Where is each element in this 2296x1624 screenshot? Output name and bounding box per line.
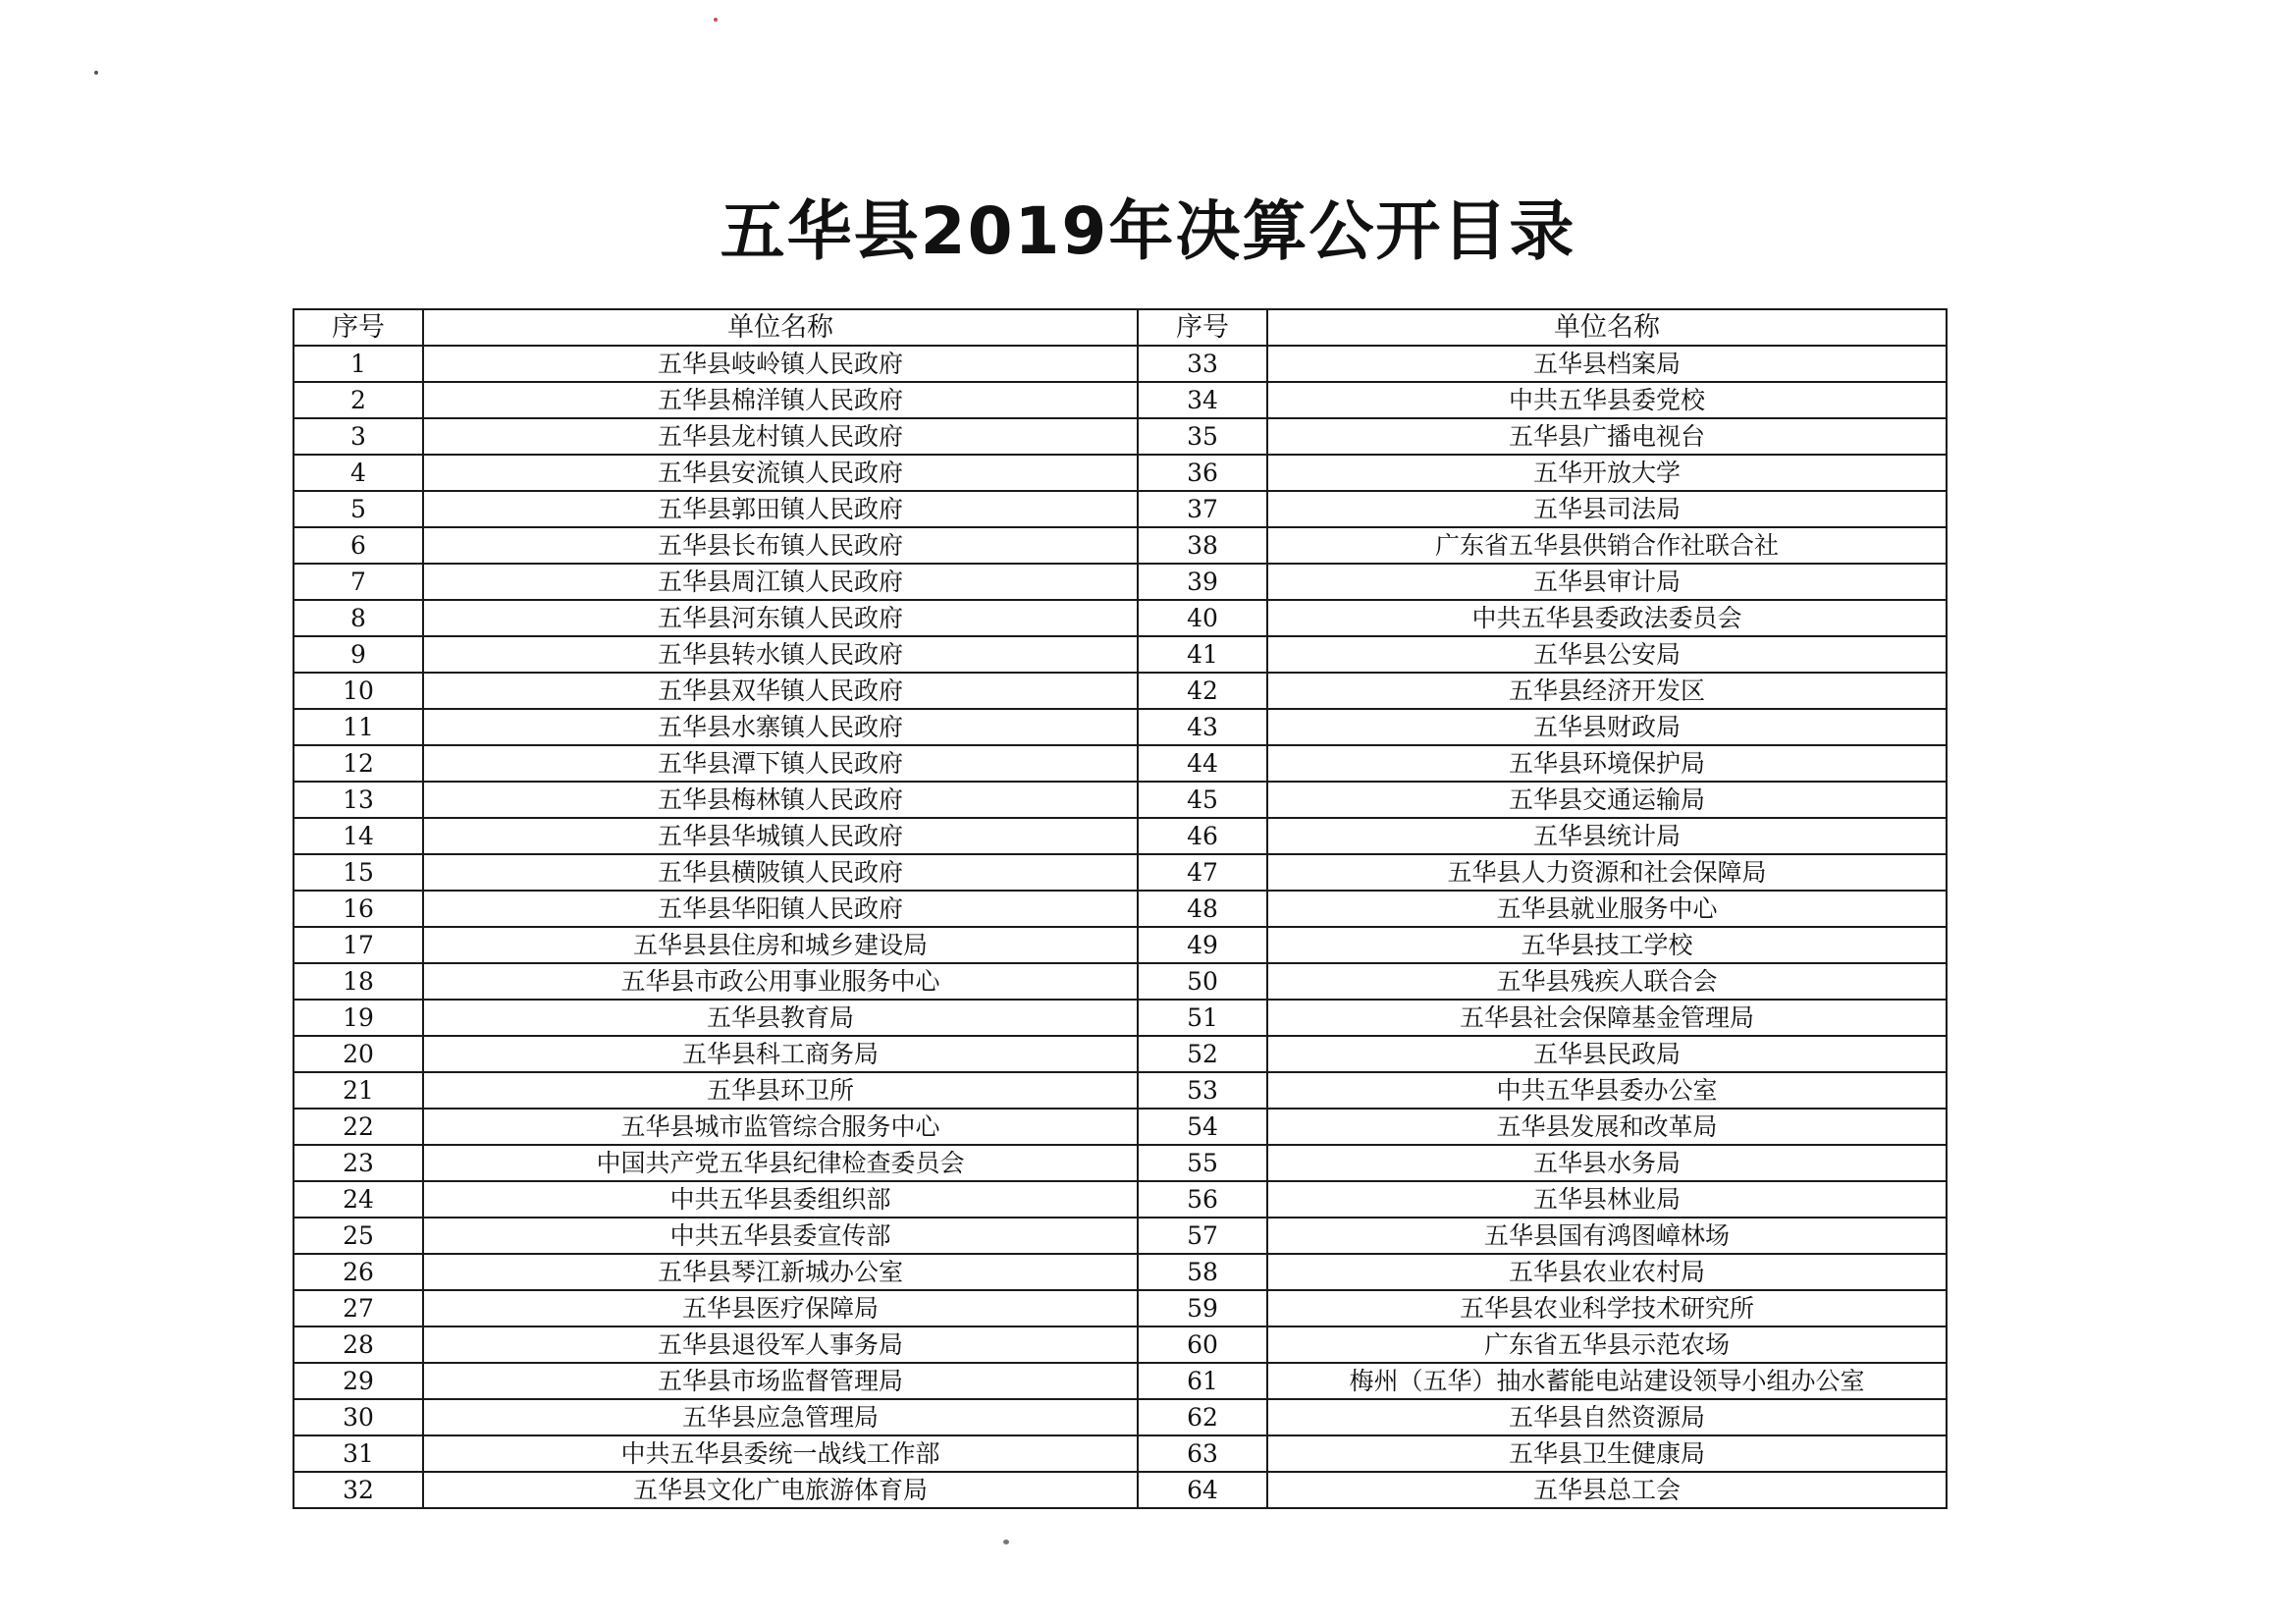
seq-left-cell: 30 [294, 1399, 423, 1435]
seq-left-cell: 19 [294, 1000, 423, 1036]
seq-left-cell: 17 [294, 927, 423, 963]
seq-left-cell: 18 [294, 963, 423, 1000]
unit-right-cell: 五华县残疾人联合会 [1267, 963, 1947, 1000]
seq-right-cell: 58 [1138, 1254, 1267, 1290]
seq-right-cell: 48 [1138, 891, 1267, 927]
table-row [294, 745, 1947, 782]
unit-left-cell: 五华县水寨镇人民政府 [423, 709, 1138, 745]
unit-right-cell: 五华县林业局 [1267, 1181, 1947, 1218]
seq-right-cell: 43 [1138, 709, 1267, 745]
unit-right-cell: 五华县发展和改革局 [1267, 1109, 1947, 1145]
unit-left-cell: 中共五华县委组织部 [423, 1181, 1138, 1218]
table-row [294, 1363, 1947, 1399]
catalog-table [293, 308, 1948, 1509]
unit-left-cell: 五华县文化广电旅游体育局 [423, 1472, 1138, 1508]
seq-left-cell: 8 [294, 600, 423, 636]
unit-left-cell: 中国共产党五华县纪律检查委员会 [423, 1145, 1138, 1181]
seq-right-cell: 36 [1138, 455, 1267, 491]
seq-right-cell: 59 [1138, 1290, 1267, 1326]
unit-left-cell: 五华县城市监管综合服务中心 [423, 1109, 1138, 1145]
seq-right-cell: 45 [1138, 782, 1267, 818]
unit-left-cell: 五华县琴江新城办公室 [423, 1254, 1138, 1290]
seq-right-cell: 62 [1138, 1399, 1267, 1435]
seq-left-cell: 20 [294, 1036, 423, 1072]
unit-left-cell: 五华县教育局 [423, 1000, 1138, 1036]
seq-right-cell: 40 [1138, 600, 1267, 636]
seq-right-cell: 35 [1138, 418, 1267, 455]
seq-right-cell: 41 [1138, 636, 1267, 673]
seq-right-cell: 37 [1138, 491, 1267, 527]
seq-left-cell: 31 [294, 1435, 423, 1472]
table-row [294, 382, 1947, 418]
unit-left-cell: 五华县长布镇人民政府 [423, 527, 1138, 564]
seq-left-cell: 27 [294, 1290, 423, 1326]
unit-left-cell: 五华县龙村镇人民政府 [423, 418, 1138, 455]
table-row [294, 891, 1947, 927]
seq-left-cell: 3 [294, 418, 423, 455]
table-row [294, 1181, 1947, 1218]
seq-left-cell: 7 [294, 564, 423, 600]
table-row [294, 854, 1947, 891]
seq-right-cell: 64 [1138, 1472, 1267, 1508]
seq-left-cell: 11 [294, 709, 423, 745]
unit-right-cell: 五华县技工学校 [1267, 927, 1947, 963]
unit-right-cell: 五华县司法局 [1267, 491, 1947, 527]
scan-speck-top [714, 18, 718, 22]
table-row [294, 1290, 1947, 1326]
unit-left-cell: 五华县周江镇人民政府 [423, 564, 1138, 600]
table-row [294, 1000, 1947, 1036]
seq-left-cell: 23 [294, 1145, 423, 1181]
unit-right-cell: 五华县卫生健康局 [1267, 1435, 1947, 1472]
unit-left-cell: 五华县岐岭镇人民政府 [423, 346, 1138, 382]
seq-right-cell: 33 [1138, 346, 1267, 382]
seq-right-cell: 51 [1138, 1000, 1267, 1036]
seq-right-cell: 44 [1138, 745, 1267, 782]
seq-right-cell: 49 [1138, 927, 1267, 963]
seq-right-cell: 42 [1138, 673, 1267, 709]
unit-right-cell: 五华县广播电视台 [1267, 418, 1947, 455]
unit-left-cell: 五华县华阳镇人民政府 [423, 891, 1138, 927]
seq-left-cell: 25 [294, 1218, 423, 1254]
table-row [294, 527, 1947, 564]
seq-left-cell: 15 [294, 854, 423, 891]
table-row [294, 709, 1947, 745]
unit-left-cell: 五华县科工商务局 [423, 1036, 1138, 1072]
seq-right-cell: 61 [1138, 1363, 1267, 1399]
table-row [294, 1145, 1947, 1181]
seq-right-cell: 47 [1138, 854, 1267, 891]
table-row [294, 1399, 1947, 1435]
unit-left-cell: 五华县应急管理局 [423, 1399, 1138, 1435]
unit-left-cell: 五华县梅林镇人民政府 [423, 782, 1138, 818]
unit-right-cell: 五华县交通运输局 [1267, 782, 1947, 818]
seq-left-cell: 21 [294, 1072, 423, 1109]
unit-left-cell: 五华县双华镇人民政府 [423, 673, 1138, 709]
seq-left-cell: 16 [294, 891, 423, 927]
unit-right-cell: 五华开放大学 [1267, 455, 1947, 491]
seq-left-cell: 28 [294, 1326, 423, 1363]
seq-left-cell: 13 [294, 782, 423, 818]
unit-right-cell: 五华县就业服务中心 [1267, 891, 1947, 927]
table-row [294, 636, 1947, 673]
table-row [294, 1435, 1947, 1472]
header-unit-right: 单位名称 [1267, 309, 1947, 346]
table-row [294, 491, 1947, 527]
table-body [294, 346, 1947, 1508]
table-row [294, 418, 1947, 455]
table-row [294, 963, 1947, 1000]
seq-right-cell: 50 [1138, 963, 1267, 1000]
unit-right-cell: 广东省五华县供销合作社联合社 [1267, 527, 1947, 564]
table-row [294, 346, 1947, 382]
table-row [294, 1472, 1947, 1508]
seq-left-cell: 22 [294, 1109, 423, 1145]
seq-left-cell: 9 [294, 636, 423, 673]
table-row [294, 1109, 1947, 1145]
unit-right-cell: 五华县审计局 [1267, 564, 1947, 600]
seq-left-cell: 4 [294, 455, 423, 491]
seq-left-cell: 5 [294, 491, 423, 527]
unit-right-cell: 中共五华县委政法委员会 [1267, 600, 1947, 636]
unit-left-cell: 五华县潭下镇人民政府 [423, 745, 1138, 782]
unit-right-cell: 五华县公安局 [1267, 636, 1947, 673]
unit-right-cell: 五华县经济开发区 [1267, 673, 1947, 709]
seq-left-cell: 32 [294, 1472, 423, 1508]
unit-left-cell: 五华县转水镇人民政府 [423, 636, 1138, 673]
unit-left-cell: 五华县棉洋镇人民政府 [423, 382, 1138, 418]
seq-right-cell: 53 [1138, 1072, 1267, 1109]
table-row [294, 1254, 1947, 1290]
unit-left-cell: 五华县市场监督管理局 [423, 1363, 1138, 1399]
seq-left-cell: 10 [294, 673, 423, 709]
seq-left-cell: 14 [294, 818, 423, 854]
unit-left-cell: 五华县医疗保障局 [423, 1290, 1138, 1326]
unit-left-cell: 五华县郭田镇人民政府 [423, 491, 1138, 527]
seq-right-cell: 38 [1138, 527, 1267, 564]
unit-left-cell: 五华县退役军人事务局 [423, 1326, 1138, 1363]
unit-left-cell: 五华县市政公用事业服务中心 [423, 963, 1138, 1000]
unit-right-cell: 五华县国有鸿图嶂林场 [1267, 1218, 1947, 1254]
unit-right-cell: 五华县民政局 [1267, 1036, 1947, 1072]
table-row [294, 818, 1947, 854]
unit-left-cell: 五华县横陂镇人民政府 [423, 854, 1138, 891]
header-seq-left: 序号 [294, 309, 423, 346]
seq-left-cell: 1 [294, 346, 423, 382]
unit-right-cell: 五华县总工会 [1267, 1472, 1947, 1508]
unit-left-cell: 五华县河东镇人民政府 [423, 600, 1138, 636]
scan-speck-bottom [1003, 1540, 1009, 1544]
page-title: 五华县2019年决算公开目录 [720, 193, 1576, 269]
seq-left-cell: 26 [294, 1254, 423, 1290]
table-row [294, 1036, 1947, 1072]
header-unit-left: 单位名称 [423, 309, 1138, 346]
seq-left-cell: 29 [294, 1363, 423, 1399]
unit-right-cell: 五华县农业农村局 [1267, 1254, 1947, 1290]
seq-right-cell: 34 [1138, 382, 1267, 418]
table-row [294, 673, 1947, 709]
unit-right-cell: 五华县人力资源和社会保障局 [1267, 854, 1947, 891]
seq-left-cell: 2 [294, 382, 423, 418]
unit-right-cell: 中共五华县委党校 [1267, 382, 1947, 418]
seq-right-cell: 46 [1138, 818, 1267, 854]
unit-right-cell: 五华县档案局 [1267, 346, 1947, 382]
seq-left-cell: 6 [294, 527, 423, 564]
unit-right-cell: 广东省五华县示范农场 [1267, 1326, 1947, 1363]
table-row [294, 1326, 1947, 1363]
seq-right-cell: 54 [1138, 1109, 1267, 1145]
unit-right-cell: 五华县自然资源局 [1267, 1399, 1947, 1435]
unit-right-cell: 五华县社会保障基金管理局 [1267, 1000, 1947, 1036]
table-row [294, 782, 1947, 818]
seq-right-cell: 57 [1138, 1218, 1267, 1254]
table-row [294, 600, 1947, 636]
table-row [294, 927, 1947, 963]
unit-right-cell: 中共五华县委办公室 [1267, 1072, 1947, 1109]
unit-left-cell: 中共五华县委宣传部 [423, 1218, 1138, 1254]
scan-speck-left [94, 71, 98, 75]
table-row [294, 455, 1947, 491]
table-row [294, 1072, 1947, 1109]
unit-right-cell: 五华县环境保护局 [1267, 745, 1947, 782]
unit-left-cell: 中共五华县委统一战线工作部 [423, 1435, 1138, 1472]
unit-left-cell: 五华县华城镇人民政府 [423, 818, 1138, 854]
seq-right-cell: 63 [1138, 1435, 1267, 1472]
seq-left-cell: 24 [294, 1181, 423, 1218]
unit-right-cell: 五华县财政局 [1267, 709, 1947, 745]
table-header-row [294, 309, 1947, 346]
seq-left-cell: 12 [294, 745, 423, 782]
unit-left-cell: 五华县县住房和城乡建设局 [423, 927, 1138, 963]
seq-right-cell: 52 [1138, 1036, 1267, 1072]
table-row [294, 564, 1947, 600]
seq-right-cell: 55 [1138, 1145, 1267, 1181]
table-row [294, 1218, 1947, 1254]
seq-right-cell: 39 [1138, 564, 1267, 600]
header-seq-right: 序号 [1138, 309, 1267, 346]
unit-left-cell: 五华县安流镇人民政府 [423, 455, 1138, 491]
unit-right-cell: 五华县统计局 [1267, 818, 1947, 854]
unit-left-cell: 五华县环卫所 [423, 1072, 1138, 1109]
unit-right-cell: 五华县水务局 [1267, 1145, 1947, 1181]
unit-right-cell: 五华县农业科学技术研究所 [1267, 1290, 1947, 1326]
seq-right-cell: 56 [1138, 1181, 1267, 1218]
seq-right-cell: 60 [1138, 1326, 1267, 1363]
unit-right-cell: 梅州（五华）抽水蓄能电站建设领导小组办公室 [1267, 1363, 1947, 1399]
